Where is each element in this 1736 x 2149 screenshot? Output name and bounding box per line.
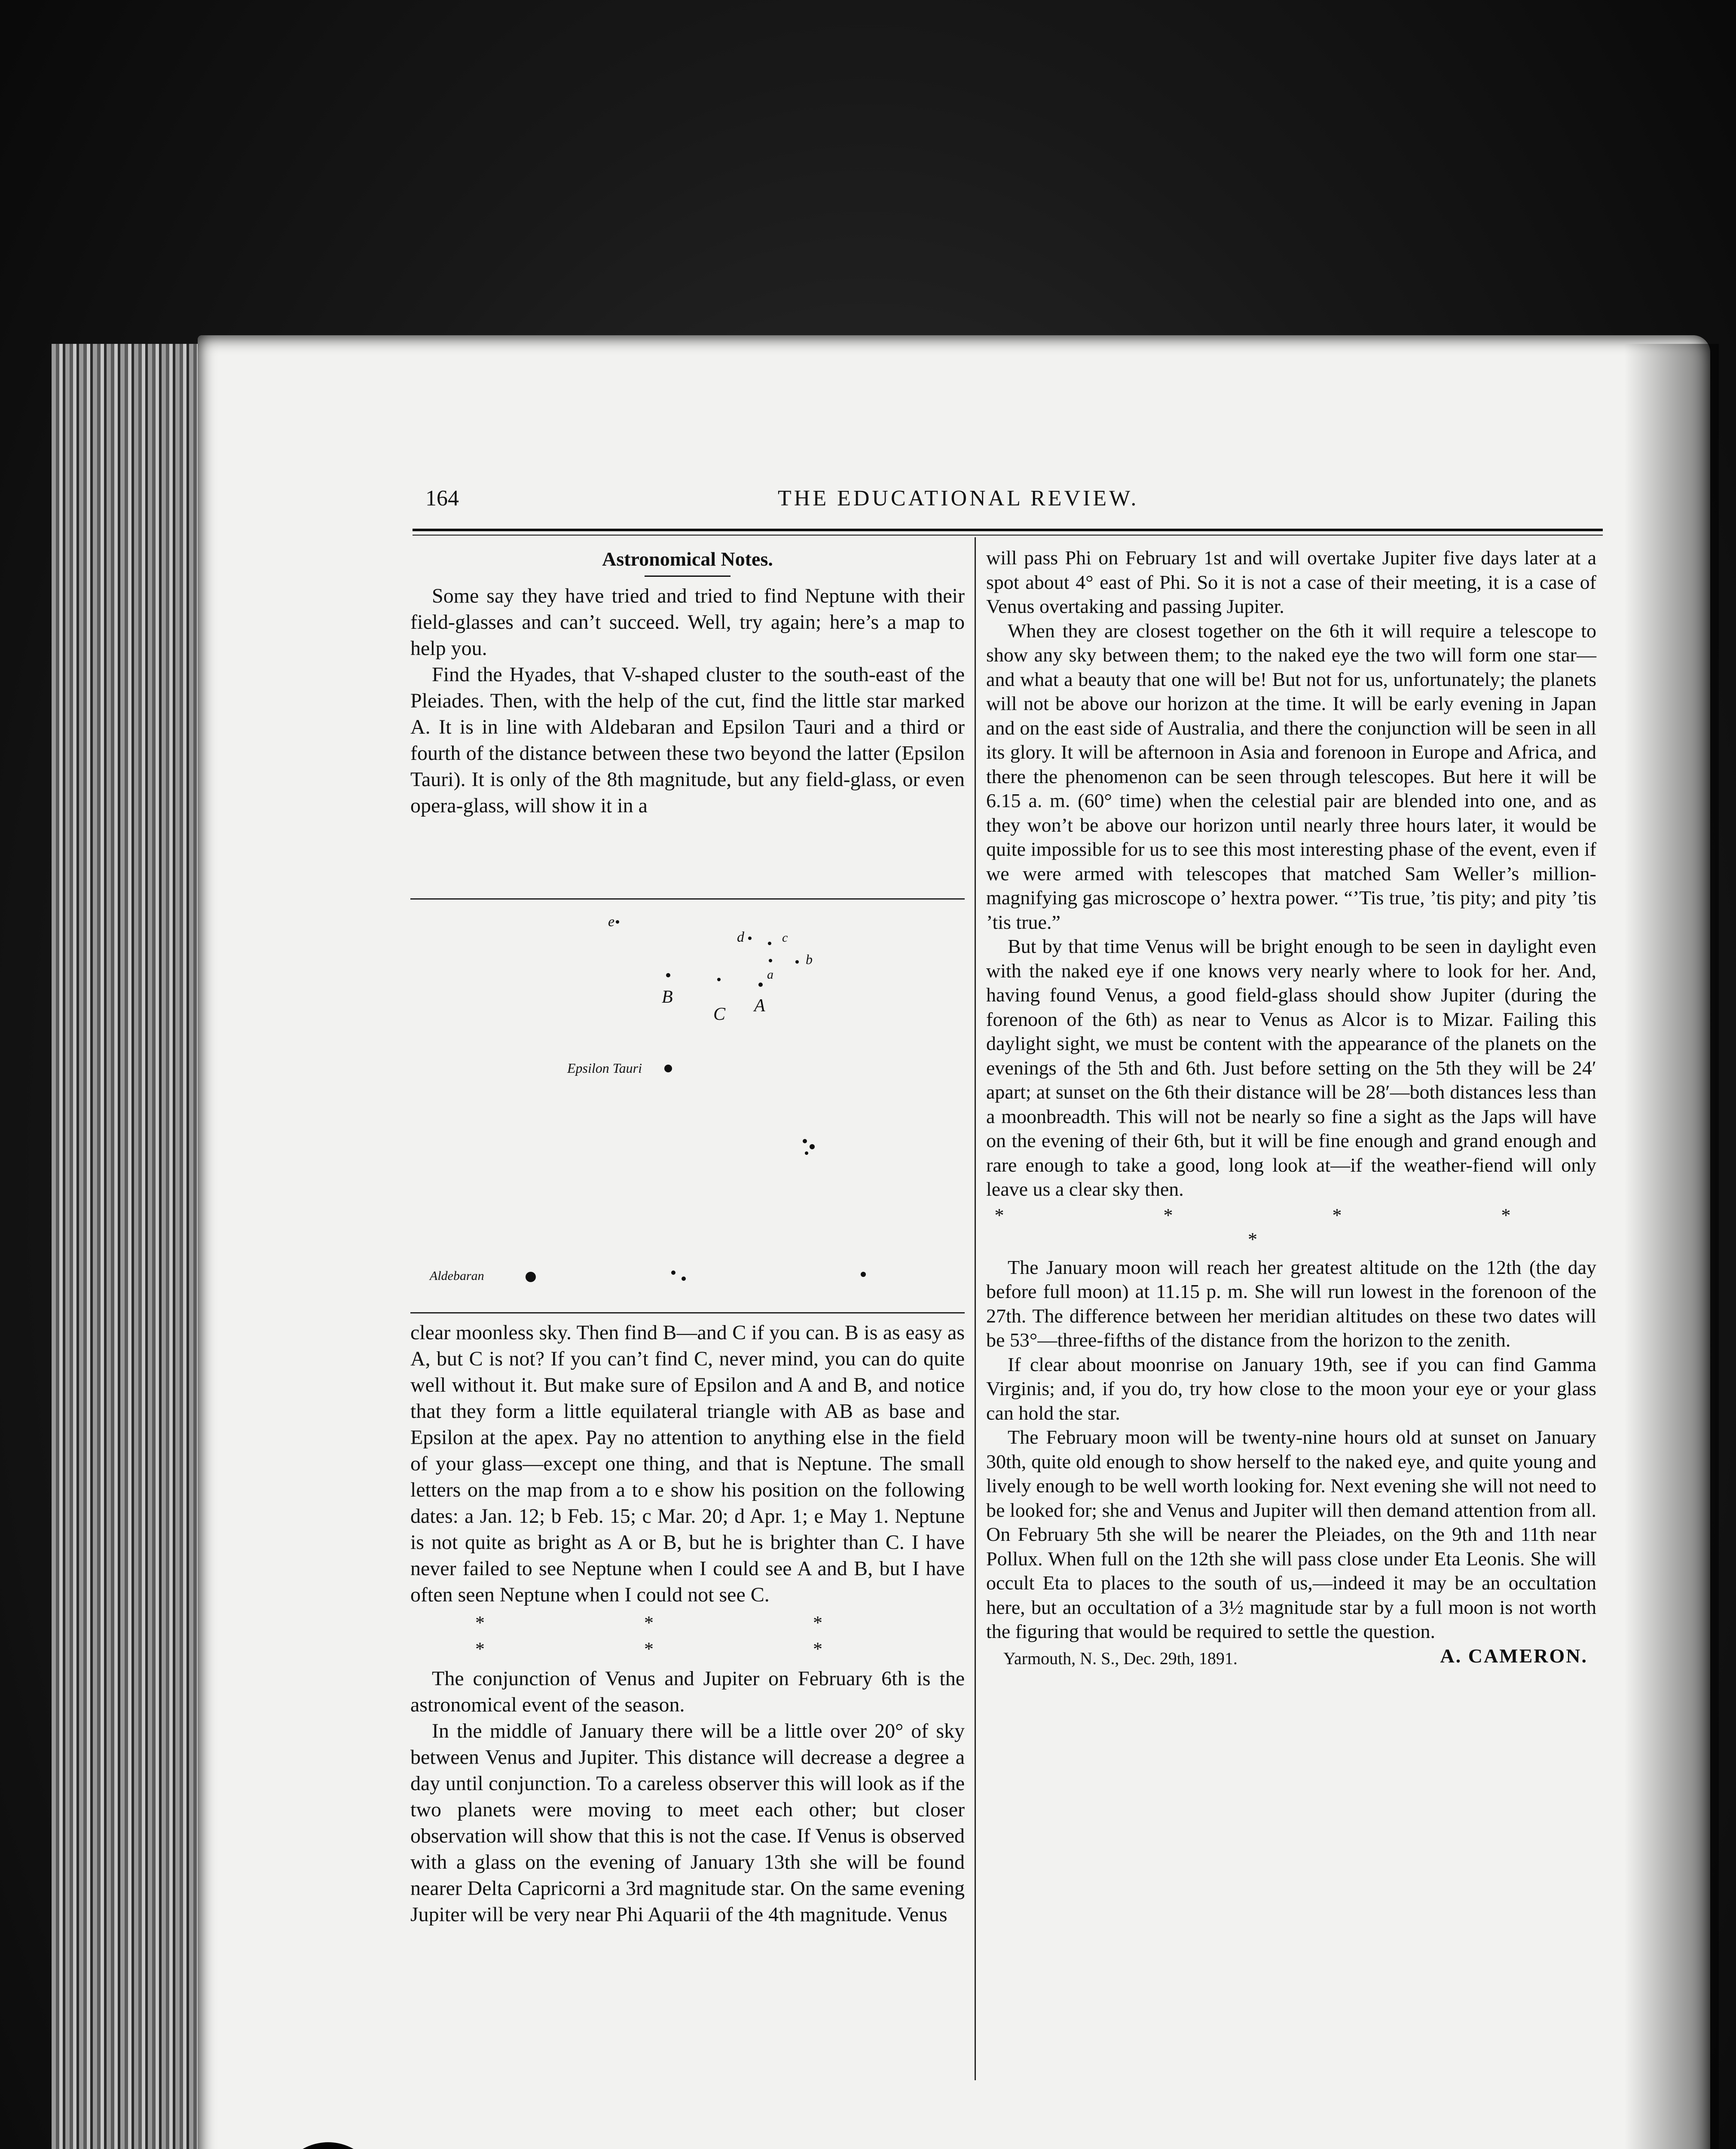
map-label-a: a: [767, 967, 773, 982]
paragraph: Some say they have tried and tried to find Neptune with their field-glasses and can’t succeed. Well, try again; here’s a map to help you.: [410, 585, 965, 660]
star-a-dot: [769, 959, 772, 962]
right-column: [986, 546, 1596, 1670]
map-label-e: e: [608, 914, 615, 930]
map-label-epsilon: Epsilon Tauri: [567, 1060, 642, 1076]
star-field-1: [671, 1270, 675, 1275]
page-curl-shadow: [1624, 344, 1719, 2149]
journal-title: THE EDUCATIONAL REVIEW.: [778, 486, 1139, 511]
star-map-svg: [410, 900, 965, 1312]
map-label-c: c: [782, 931, 788, 945]
map-label-B: B: [662, 987, 673, 1007]
left-column-top: [410, 546, 965, 819]
running-header: [425, 486, 1598, 511]
map-label-b: b: [806, 952, 813, 967]
paragraph: Find the Hyades, that V-shaped cluster to the south-east of the Pleiades. Then, with the help of the cut, find the little star marked A. It is in line with Aldebaran and Epsilon Tauri and a third or fourth of the distance between these two beyond the latter (Epsilon Tauri). It is only of the 8th magnitude, but any field-glass, or even opera-glass, will show it in a: [410, 663, 965, 817]
paragraph: In the middle of January there will be a little over 20° of sky between Venus and Jupiter. This distance will decrease a degree a day until conjunction. To a careless observer this will look as if the two planets were moving to meet each other; but closer observation will show that this is not the case. If Venus is observed with a glass on the evening of January 13th she will be found nearer Delta Capricorni a 3rd magnitude star. On the same evening Jupiter will be very near Phi Aquarii of the 4th magnitude. Venus: [410, 1720, 965, 1926]
star-c-dot: [768, 942, 771, 945]
header-rule: [413, 529, 1603, 531]
section-stars: * * * * * *: [475, 1612, 900, 1659]
paragraph: The February moon will be twenty-nine hours old at sunset on January 30th, quite old enough to show herself to the naked eye, and quite young and lively enough to be well worth looking for. Next evening she will not need to be looked for; she and Venus and Jupiter will then demand attention from all. On February 5th she will be nearer the Pleiades, on the 9th and 11th near Pollux. When full on the 12th she will pass close under Eta Leonis. She will occult Eta to places to the south of us,—indeed it may be an occultation here, but an occultation of a 3½ magnitude star by a full moon is not worth the figuring that would be required to settle the question.: [986, 1426, 1596, 1642]
star-C: [717, 978, 721, 981]
paragraph: The conjunction of Venus and Jupiter on February 6th is the astronomical event of the season.: [410, 1667, 965, 1716]
paragraph: will pass Phi on February 1st and will overtake Jupiter five days later at a spot about 4° east of Phi. So it is not a case of their meeting, it is a case of Venus overtaking and passing Jupiter.: [986, 547, 1596, 617]
map-label-A: A: [754, 996, 765, 1016]
star-b-dot: [795, 960, 799, 964]
heading-rule: [645, 576, 730, 577]
star-A: [758, 983, 763, 987]
paragraph: When they are closest together on the 6th it will require a telescope to show any sky between them; to the naked eye the two will form one star—and what a beauty that one will be! But not for us, unfortunately; the planets will not be above our horizon at the time. It will be early evening in Japan and on the east side of Australia, and there the conjunction will be seen in all its glory. It will be afternoon in Asia and forenoon in Europe and Africa, and there the phenomenon can be seen through telescopes. But here it will be 6.15 a. m. (60° time) when the celestial pair are blended into one, and as they won’t be above our horizon until nearly three hours later, it would be quite impossible for us to see this most interesting phase of the event, even if we were armed with telescopes that matched Sam Weller’s million-magnifying gas microscope o’ hextra power. “’Tis true, ’tis pity; and pity ’tis ’tis true.”: [986, 619, 1596, 933]
map-label-d: d: [737, 929, 744, 945]
star-map: [410, 898, 965, 1313]
article-heading: Astronomical Notes.: [602, 548, 773, 570]
paragraph: But by that time Venus will be bright enough to be seen in daylight even with the naked eye if one knows very nearly where to look for her. And, having found Venus, a good field-glass should show Jupiter (during the forenoon of the 6th) as near to Venus as Alcor is to Mizar. Failing this daylight sight, we must be content with the appearance of the planets on the evenings of the 5th and 6th. Just before setting on the 5th they will be 24′ apart; at sunset on the 6th their distance will be 28′—both distances less than a moonbreadth. This will not be nearly so fine a sight as the Japs will have on the evening of their 6th, but it will be fine enough and grand enough and rare enough to take a good, long look at—if the weather-fiend will only leave us a clear sky then.: [986, 935, 1596, 1200]
star-hyades-1: [803, 1139, 807, 1143]
star-field-2: [682, 1277, 686, 1281]
star-d: [748, 937, 752, 940]
star-hyades-3: [805, 1151, 808, 1155]
left-column-bottom: [410, 1319, 965, 1928]
page-edges: [52, 344, 215, 2149]
paragraph: The January moon will reach her greatest altitude on the 12th (the day before full moon) at 11.15 p. m. She will run lowest in the forenoon of the 27th. The difference between her meridian altitudes on these two dates will be 53°—three-fifths of the distance from the horizon to the zenith.: [986, 1256, 1596, 1351]
star-hyades-2: [810, 1144, 815, 1149]
column-divider: [975, 537, 976, 2080]
map-label-aldebaran: Aldebaran: [430, 1269, 484, 1283]
star-B: [666, 973, 670, 977]
header-rule-thin: [413, 535, 1603, 536]
section-stars: * * * * *: [994, 1204, 1588, 1250]
star-field-3: [861, 1272, 866, 1277]
place-date: Yarmouth, N. S., Dec. 29th, 1891.: [1003, 1648, 1238, 1668]
paragraph: clear moonless sky. Then find B—and C if you can. B is as easy as A, but C is not? If you can’t find C, never mind, you can do quite well without it. But make sure of Epsilon and A and B, and notice that they form a little equilateral triangle with AB as base and Epsilon at the apex. Pay no attention to anything else in the field of your glass—except one thing, and that is Neptune. The small letters on the map from a to e show his position on the following dates: a Jan. 12; b Feb. 15; c Mar. 20; d Apr. 1; e May 1. Neptune is not quite as bright as A or B, but he is brighter than C. I have never failed to see Neptune when I could see A and B, but I have often seen Neptune when I could not see C.: [410, 1321, 965, 1606]
map-label-C: C: [713, 1004, 726, 1024]
paragraph: If clear about moonrise on January 19th, see if you can find Gamma Virginis; and, if you do, try how close to the moon your eye or your glass can hold the star.: [986, 1353, 1596, 1424]
signoff: [986, 1644, 1596, 1670]
page-number: 164: [425, 486, 459, 511]
star-e: [616, 920, 619, 924]
author-name: A. CAMERON.: [1440, 1644, 1588, 1667]
star-aldebaran: [526, 1272, 536, 1282]
star-epsilon-tauri: [664, 1065, 672, 1072]
